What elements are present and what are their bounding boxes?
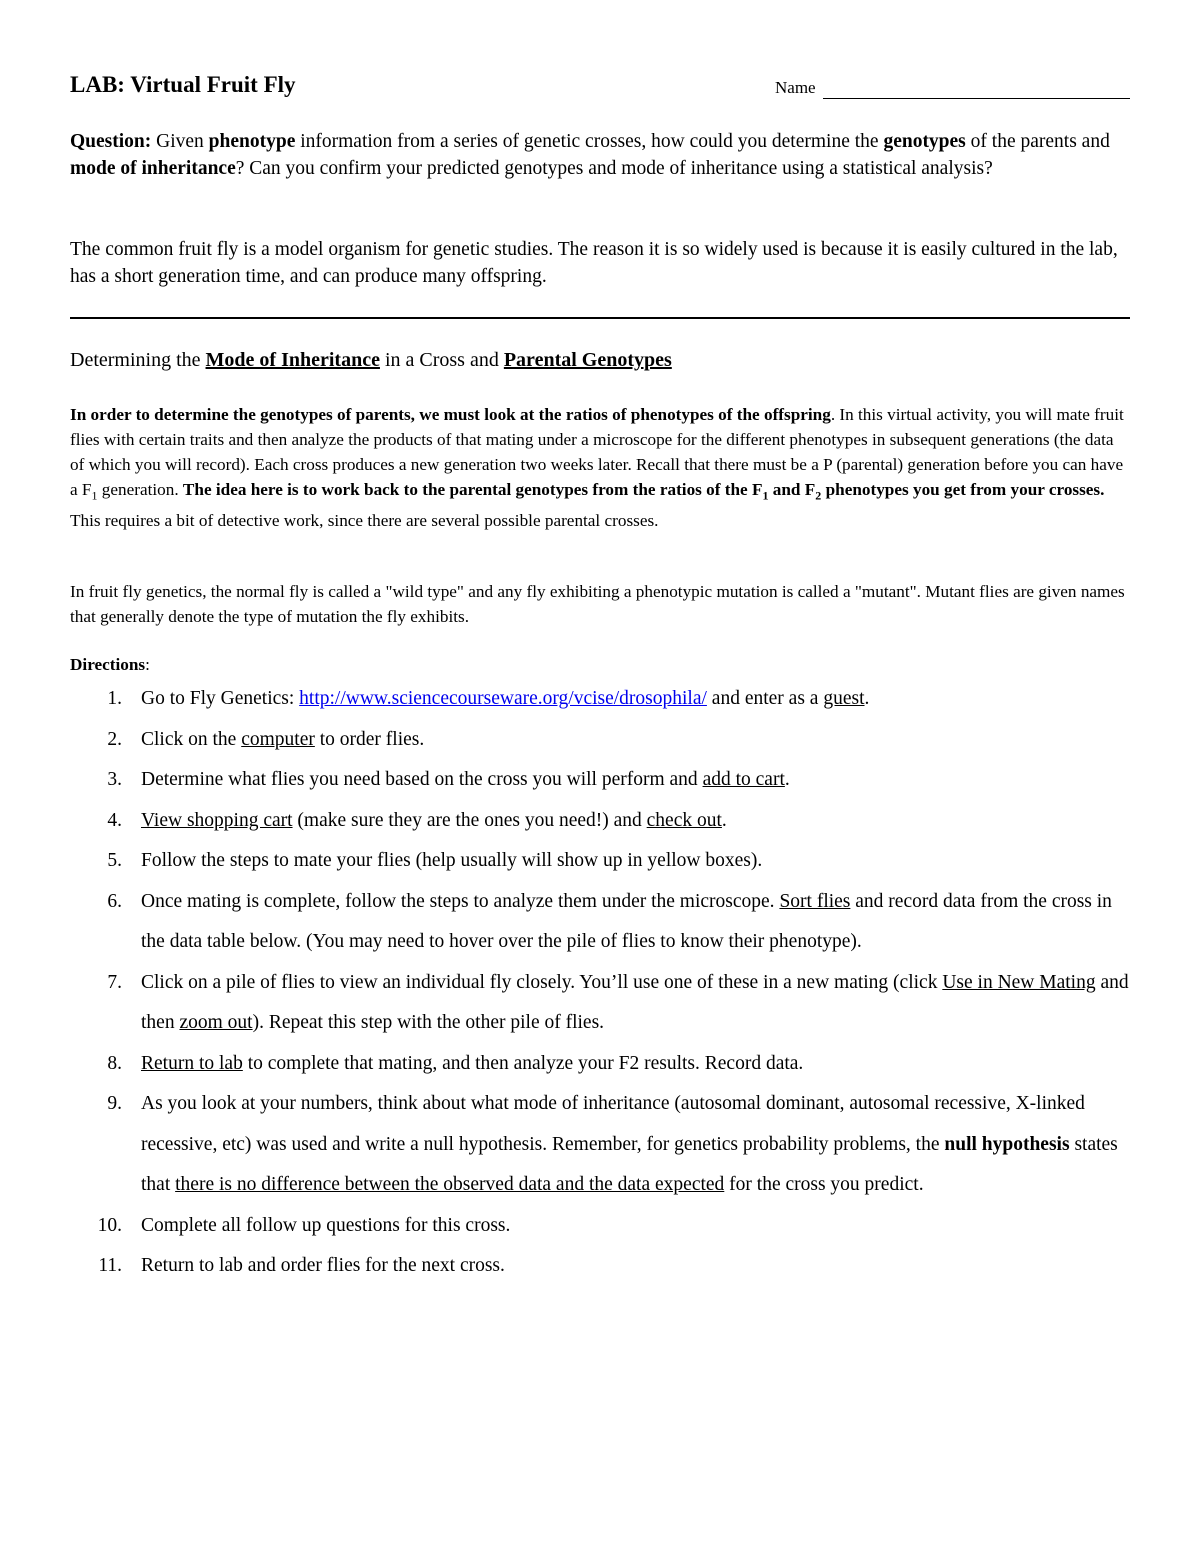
list-number: 4. — [107, 809, 122, 831]
list-number: 8. — [107, 1052, 122, 1074]
intro-paragraph: The common fruit fly is a model organism for genetic studies. The reason it is so widely used is because it is easily cultured in the lab, has a short generation time, and can produce many offspring. — [70, 239, 1118, 287]
step-text: and record data from the cross in the data table below. (You may need to hover over the pile of flies to know their phenotype). — [141, 890, 1112, 952]
body-text: . In this virtual activity, you will mate fruit flies with certain traits and then analyze the products of that mating under a microscope for the different phenotypes in subsequent generations (the data of which you will record). Each cross produces a new generation two weeks later. Recall that there must be a P (parental) generation before you can have a F — [70, 405, 1124, 499]
list-item — [70, 841, 1132, 882]
step-underline: View shopping cart — [141, 809, 293, 831]
wild-type-paragraph: In fruit fly genetics, the normal fly is called a "wild type" and any fly exhibiting a phenotypic mutation is called a "mutant". Mutant flies are given names that generally denote the type of mutation the fly exhibits. — [70, 582, 1125, 626]
step-bold: null hypothesis — [944, 1133, 1070, 1155]
genotype-paragraph — [70, 402, 1132, 533]
step-text: Follow the steps to mate your flies (help usually will show up in yellow boxes). — [141, 850, 763, 871]
step-text: Once mating is complete, follow the steps to analyze them under the microscope. — [141, 890, 780, 912]
step-underline: Sort flies — [779, 890, 851, 912]
list-number: 9. — [107, 1093, 122, 1114]
step-text: Click on a pile of flies to view an individual fly closely. You’ll use one of these in a new mating (click — [141, 971, 943, 993]
step-text: Click on the — [141, 728, 242, 750]
body-text: generation. — [97, 480, 183, 499]
directions-list — [70, 679, 1132, 1287]
step-text: . — [864, 688, 870, 709]
bold-text: phenotypes you get from your crosses. — [821, 480, 1105, 499]
step-underline: check out — [646, 809, 722, 831]
step-text: states that — [141, 1133, 1118, 1195]
step-underline: computer — [241, 728, 315, 750]
bold-text: In order to determine the genotypes of parents, we must look at the ratios of phenotypes of the offspring — [70, 405, 831, 424]
name-label: Name — [775, 78, 816, 97]
section-heading-genotypes: Parental Genotypes — [503, 349, 672, 371]
step-underline: add to cart — [702, 769, 785, 790]
step-text: As you look at your numbers, think about what mode of inheritance (autosomal dominant, autosomal recessive, X-linked recessive, etc) was used and write a null hypothesis. Remember, for genetics probability problems, the — [141, 1093, 1085, 1155]
title-row — [70, 72, 1130, 106]
list-number: 10. — [97, 1214, 122, 1236]
directions-label-text: Directions — [70, 655, 146, 674]
question-text: information from a series of genetic crosses, how could you determine the — [295, 131, 884, 152]
list-item — [70, 963, 1132, 1044]
body-text: This requires a bit of detective work, since there are several possible parental crosses. — [70, 511, 659, 531]
step-text: Complete all follow up questions for this cross. — [141, 1214, 511, 1236]
list-number: 1. — [107, 688, 122, 709]
bold-text: The idea here is to work back to the parental genotypes from the ratios of the F — [182, 480, 763, 499]
list-item — [70, 882, 1132, 963]
name-field-line — [823, 98, 1130, 99]
section-heading-mode: Mode of Inheritance — [205, 349, 380, 371]
step-underline: Return to lab — [141, 1052, 243, 1074]
question-bold-genotypes: genotypes — [883, 131, 966, 152]
step-text: Determine what flies you need based on the cross you will perform and — [141, 769, 703, 790]
question-text: Given — [151, 131, 209, 152]
step-text: . — [721, 809, 727, 831]
step-text: Return to lab and order flies for the next cross. — [141, 1255, 505, 1276]
list-number: 2. — [107, 728, 122, 750]
directions-label — [70, 655, 150, 675]
list-item — [70, 679, 1132, 720]
step-text: and then — [141, 971, 1129, 1033]
subscript: 2 — [815, 488, 822, 503]
list-item — [70, 1044, 1132, 1085]
question-label: Question: — [70, 131, 152, 152]
question-bold-mode: mode of inheritance — [70, 158, 236, 179]
question-text: of the parents and — [965, 131, 1110, 152]
page-title: LAB: Virtual Fruit Fly — [70, 72, 296, 97]
question-paragraph — [70, 128, 1130, 182]
step-text: ). Repeat this step with the other pile of flies. — [252, 1012, 605, 1033]
list-number: 5. — [107, 850, 122, 871]
question-text: ? Can you confirm your predicted genotypes and mode of inheritance using a statistical analysis? — [235, 158, 993, 179]
directions-colon: : — [145, 655, 150, 674]
step-underline: zoom out — [179, 1012, 253, 1033]
step-text: for the cross you predict. — [724, 1174, 924, 1195]
list-item — [70, 1084, 1132, 1206]
step-text: to complete that mating, and then analyze your F2 results. Record data. — [242, 1052, 804, 1074]
list-item — [70, 1206, 1132, 1247]
list-item — [70, 720, 1132, 761]
step-text: . — [784, 769, 790, 790]
step-text: to order flies. — [314, 728, 425, 750]
list-number: 3. — [107, 769, 122, 790]
subscript: 1 — [91, 488, 98, 503]
step-underline: there is no difference between the observed data and the data expected — [175, 1174, 725, 1195]
list-item — [70, 801, 1132, 842]
list-number: 11. — [98, 1255, 122, 1276]
step-underline: Use in New Mating — [942, 971, 1096, 993]
subscript: 1 — [762, 488, 769, 503]
section-heading — [70, 349, 672, 372]
horizontal-rule — [70, 317, 1130, 319]
section-heading-text: in a Cross and — [379, 349, 504, 371]
fly-genetics-link[interactable]: http://www.sciencecourseware.org/vcise/drosophila/ — [299, 688, 707, 709]
step-text: Go to Fly Genetics: — [141, 688, 300, 709]
step-underline: guest — [823, 688, 865, 709]
list-item — [70, 1246, 1132, 1287]
list-number: 7. — [107, 971, 122, 993]
section-heading-text: Determining the — [70, 349, 206, 371]
step-text: and enter as a — [706, 688, 824, 709]
step-text: (make sure they are the ones you need!) and — [292, 809, 647, 831]
bold-text: and F — [768, 480, 816, 499]
list-number: 6. — [107, 890, 122, 912]
list-item — [70, 760, 1132, 801]
question-bold-phenotype: phenotype — [208, 131, 296, 152]
